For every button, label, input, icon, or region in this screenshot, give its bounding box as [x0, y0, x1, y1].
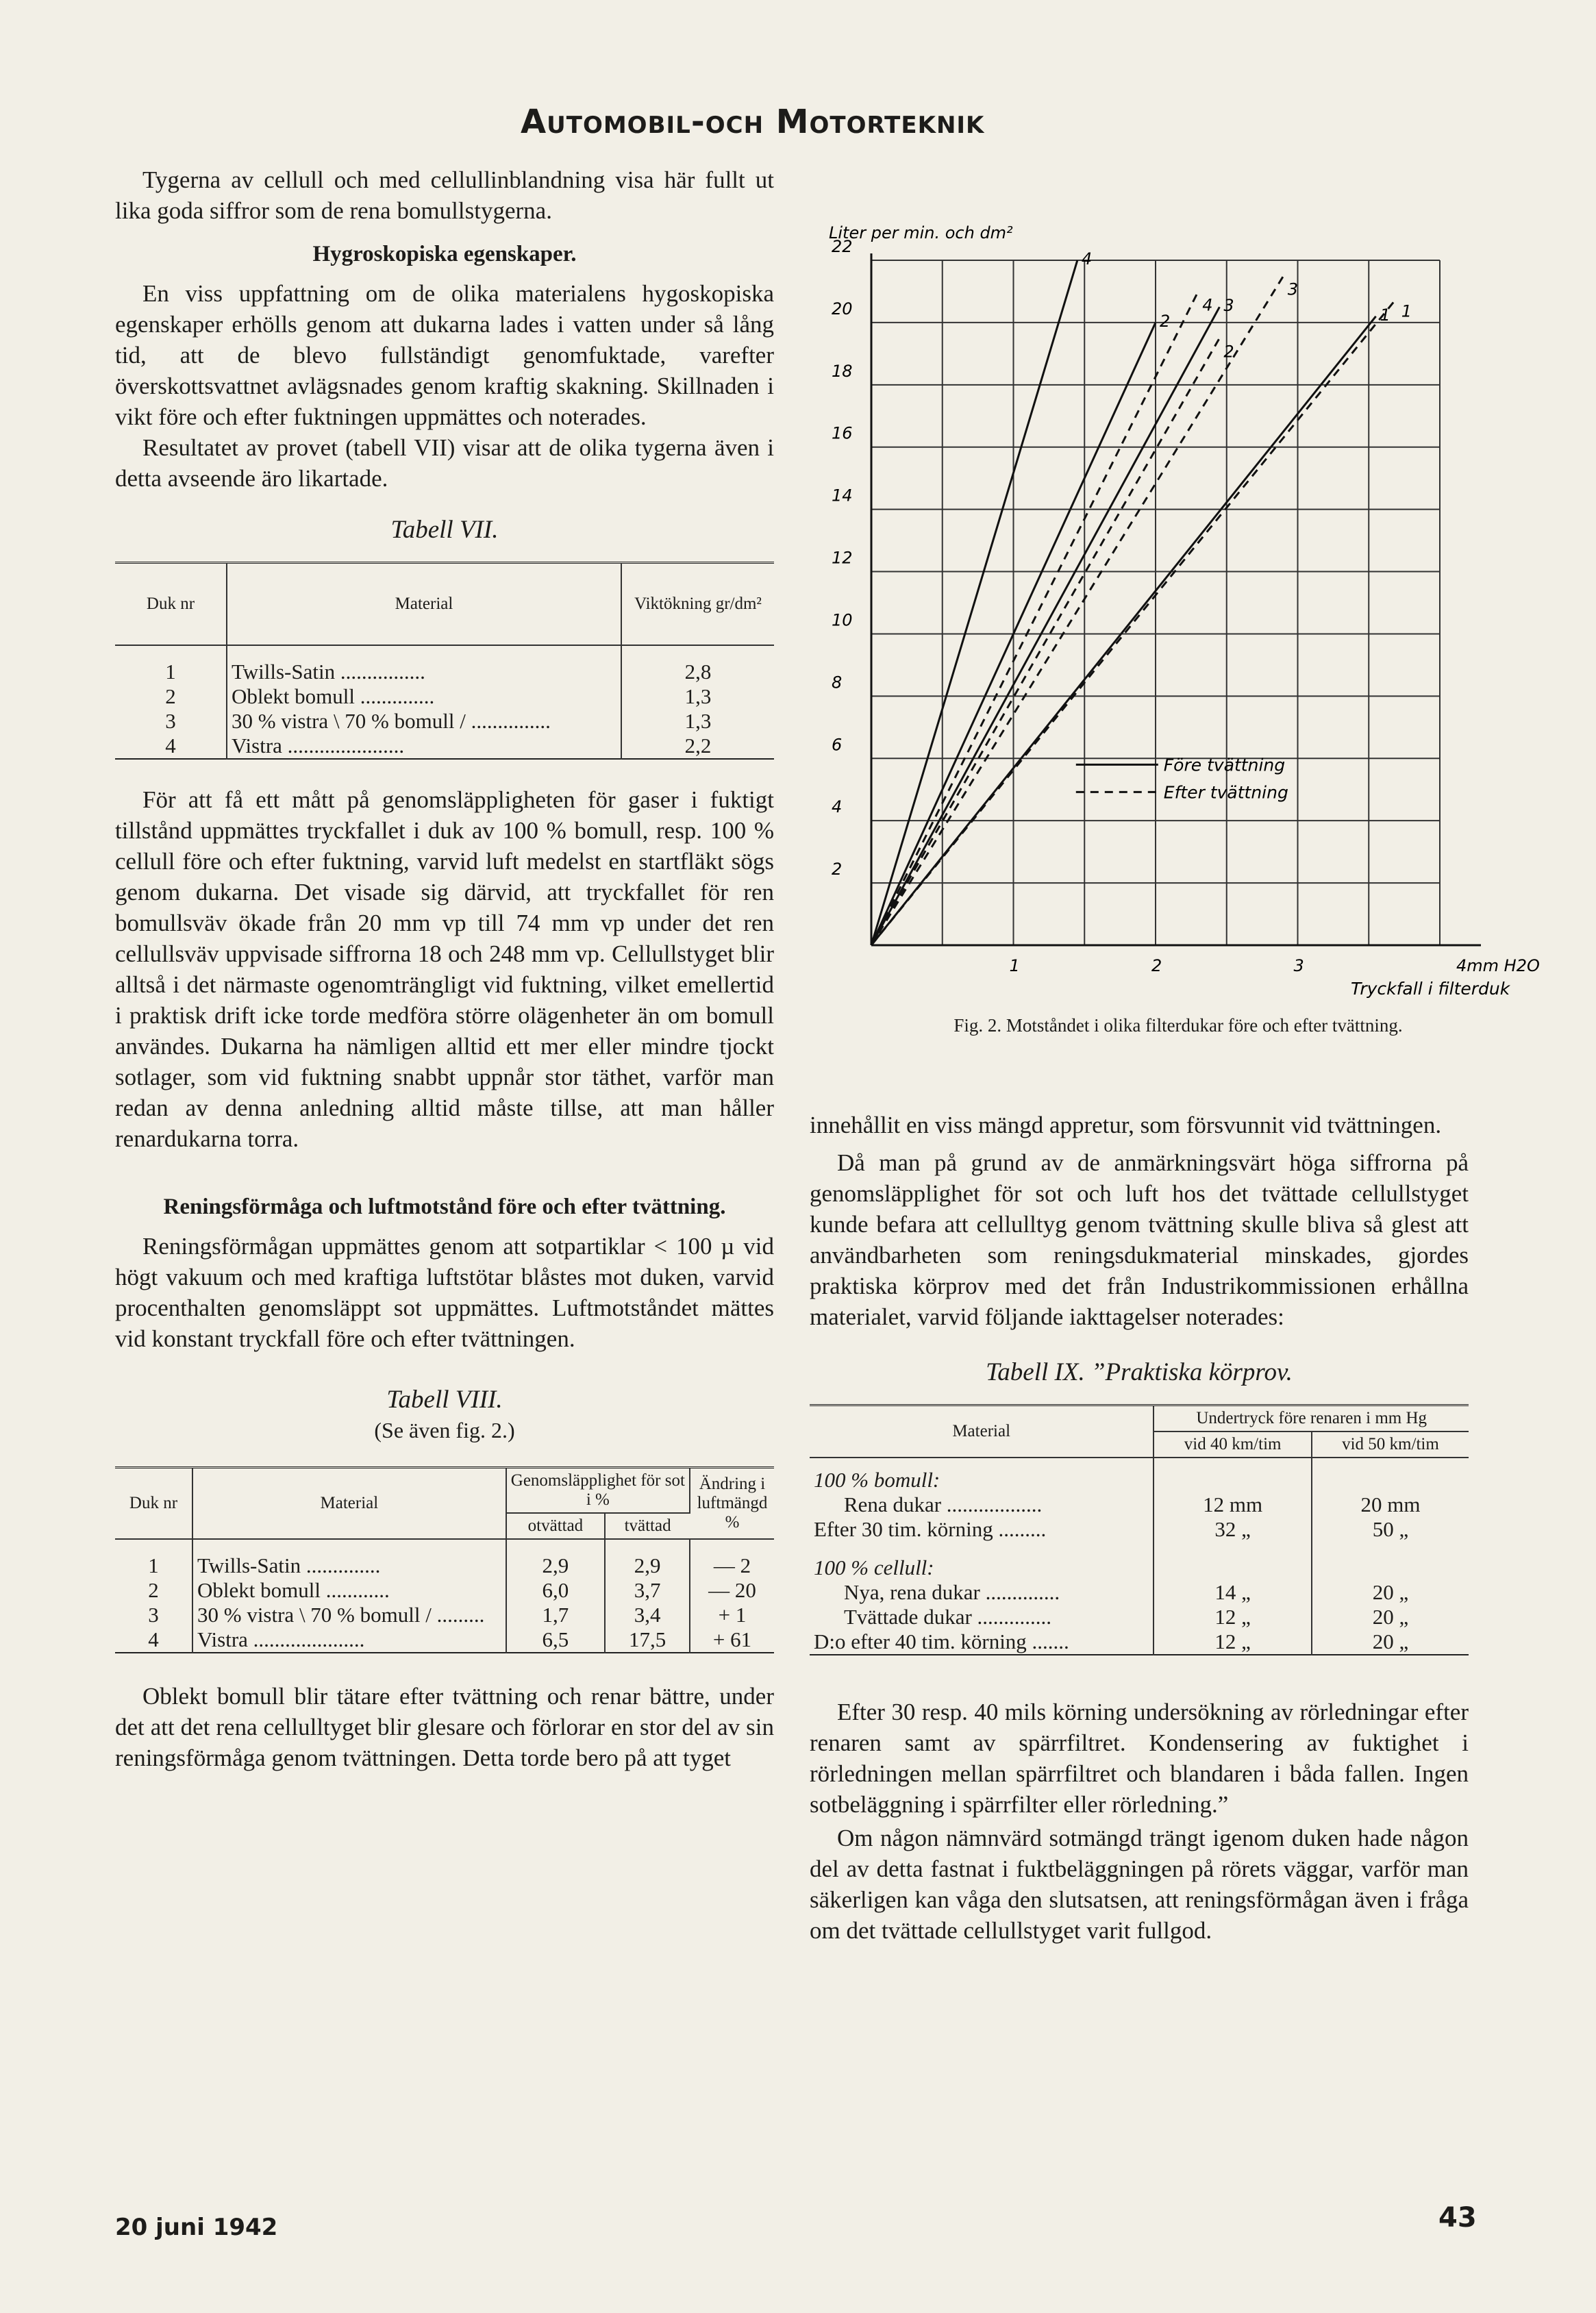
y-tick-label: 22 — [832, 237, 853, 256]
cell: 30 % vistra \ 70 % bomull / ............... — [227, 709, 621, 734]
cell: 6,0 — [506, 1578, 605, 1603]
table-7 — [115, 562, 774, 760]
y-tick-label: 12 — [832, 548, 853, 568]
cell: 3 — [115, 1603, 192, 1627]
cell: 17,5 — [605, 1627, 690, 1653]
cell: 20 „ — [1372, 1605, 1409, 1629]
cell: + 61 — [712, 1627, 752, 1651]
paragraph: Efter 30 resp. 40 mils körning undersökning av rörledningar efter renaren samt av spärrfiltret. Kondensering av fuktighet i rörledningen mellan spärrfiltret och blandaren i båda fallen. Ingen sotbeläggning i spärrfilter eller rörledning.” — [810, 1699, 1469, 1818]
table-row — [115, 684, 774, 709]
legend-label: Före tvättning — [1163, 755, 1286, 775]
legend-label: Efter tvättning — [1163, 782, 1288, 803]
col-header: Duk nr — [115, 1468, 192, 1540]
cell: — 20 — [708, 1578, 756, 1602]
table-row — [810, 1517, 1469, 1542]
series-line-2-dashed — [871, 338, 1219, 945]
cell: 1,3 — [684, 709, 712, 733]
cell: 12 „ — [1154, 1605, 1312, 1629]
series-label: 1 — [1401, 301, 1412, 321]
cell: 14 „ — [1154, 1580, 1312, 1605]
cell: 2,9 — [506, 1539, 605, 1578]
right-column — [810, 1110, 1469, 1953]
page-header: Automobil-och Motorteknik — [521, 103, 985, 141]
cell: 1 — [115, 645, 227, 684]
table-row — [115, 645, 774, 684]
y-tick-label: 4 — [832, 797, 843, 817]
y-tick-label: 18 — [832, 361, 853, 381]
x-tick-label: 1 — [1009, 956, 1020, 975]
cell: + 1 — [718, 1603, 747, 1627]
cell: 32 „ — [1154, 1517, 1312, 1542]
group-label: 100 % bomull: — [810, 1458, 1154, 1492]
cell: 2 — [115, 1578, 192, 1603]
cell: 6,5 — [506, 1627, 605, 1653]
y-tick-label: 16 — [832, 423, 853, 443]
cell: Twills-Satin .............. — [192, 1539, 506, 1578]
table-row — [115, 1627, 774, 1653]
series-label: 2 — [1223, 342, 1234, 362]
series-line-3-dashed — [871, 276, 1284, 945]
table-row — [810, 1492, 1469, 1517]
paragraph: Då man på grund av de anmärkningsvärt höga siffrorna på genomsläpplighet för sot och luft hos det tvättade cellullstyget kunde befara att cellulltyg genom tvättning skulle bliva så glest att användbarheten som reningsdukmaterial minskades, gjordes praktiska körprov med det från Industrikommissionen erhållna materialet, varvid följande iakttagelser noterades: — [810, 1149, 1469, 1330]
paragraph: Reningsförmågan uppmättes genom att sotpartiklar < 100 µ vid högt vakuum och med kraftiga luftstötar blåstes mot duken, varvid procenthalten genomsläppt sot uppmättes. Luftmotståndet mättes vid konstant tryckfall före och efter tvättningen. — [115, 1233, 774, 1352]
y-tick-label: 14 — [832, 486, 853, 505]
cell: 20 „ — [1372, 1580, 1409, 1604]
cell: Vistra ...................... — [227, 734, 621, 759]
cell: 3 — [115, 709, 227, 734]
cell: Rena dukar .................. — [810, 1492, 1154, 1517]
x-unit-label: 4mm H2O — [1456, 956, 1540, 975]
left-column — [115, 164, 774, 1780]
y-tick-label: 10 — [832, 610, 853, 630]
figure-2 — [808, 147, 1540, 1036]
table-row — [115, 734, 774, 759]
cell: 2,9 — [605, 1539, 690, 1578]
cell: 1,3 — [684, 684, 712, 708]
table-9 — [810, 1404, 1469, 1655]
cell: 4 — [115, 734, 227, 759]
table-row — [115, 1578, 774, 1603]
group-label: 100 % cellull: — [810, 1542, 1154, 1580]
paragraph: En viss uppfattning om de olika materialens hygoskopiska egenskaper erhölls genom att dukarna lades i vatten under så lång tid, att de blevo fullständigt genomfuktade, varefter överskottsvattnet avlägsnades genom kraftig skakning. Skillnaden i vikt före och efter fuktningen uppmättes och noterades. — [115, 280, 774, 430]
series-line-3-solid — [871, 307, 1219, 945]
cell: 50 „ — [1372, 1517, 1409, 1541]
col-header: vid 40 km/tim — [1154, 1431, 1312, 1458]
table-subcaption: (Se även fig. 2.) — [374, 1418, 515, 1442]
cell: 2,8 — [684, 660, 712, 684]
table-caption: Tabell VIII. — [386, 1386, 503, 1414]
paragraph: Tygerna av cellull och med cellullinblandning visa här fullt ut lika goda siffror som de rena bomullstygerna. — [115, 166, 774, 224]
col-header: vid 50 km/tim — [1312, 1431, 1469, 1458]
cell: Tvättade dukar .............. — [810, 1605, 1154, 1629]
table-row — [115, 1539, 774, 1578]
footer-date: 20 juni 1942 — [115, 2214, 278, 2241]
table-row — [115, 1603, 774, 1627]
cell: Efter 30 tim. körning ......... — [810, 1517, 1154, 1542]
cell: Oblekt bomull .............. — [227, 684, 621, 709]
col-header: Material — [227, 563, 621, 646]
cell: 20 mm — [1360, 1492, 1421, 1516]
y-tick-label: 8 — [832, 673, 843, 692]
cell: Nya, rena dukar .............. — [810, 1580, 1154, 1605]
table-row — [810, 1580, 1469, 1605]
table-row — [810, 1629, 1469, 1655]
cell: 20 „ — [1372, 1629, 1409, 1653]
paragraph: Oblekt bomull blir tätare efter tvättning och renar bättre, under det att det rena cellulltyget blir glesare och förlorar en stor del av sin reningsförmåga genom tvättningen. Detta torde bero på att tyget — [115, 1683, 774, 1771]
paragraph: Resultatet av provet (tabell VII) visar att de olika tygerna även i detta avseende äro likartade. — [115, 434, 774, 492]
cell: 1 — [115, 1539, 192, 1578]
chart-svg — [808, 147, 1540, 1036]
page-number: 43 — [1438, 2202, 1477, 2234]
cell: 3,4 — [605, 1603, 690, 1627]
cell: — 2 — [713, 1553, 751, 1577]
section-heading: Reningsförmåga och luftmotstånd före och efter tvättning. — [163, 1195, 726, 1219]
series-line-4-dashed — [871, 291, 1198, 945]
cell: 4 — [115, 1627, 192, 1653]
col-header: Undertryck före renaren i mm Hg — [1154, 1405, 1469, 1432]
table-8 — [115, 1466, 774, 1653]
series-line-4-solid — [871, 260, 1077, 945]
table-caption: Tabell VII. — [390, 516, 499, 544]
table-row — [810, 1605, 1469, 1629]
paragraph: För att få ett mått på genomsläppligheten för gaser i fuktigt tillstånd uppmättes tryckfallet i duk av 100 % bomull, resp. 100 % cellull före och efter fuktning, varvid luft medelst en startfläkt sögs genom dukarna. Det visade sig därvid, att tryckfallet för ren bomullsväv ökade från 20 mm vp till 74 mm vp under det ren cellullsväv uppvisade siffrorna 18 och 248 mm vp. Cellullstyget blir alltså i det närmaste ogenomträngligt vid fuktning, vilket emellertid i praktisk drift icke torde medföra större olägenheter än om bomull användes. Dukarna ha nämligen alltid ett mer eller mindre tjockt sotlager, som vid fuktning snabbt uppnår stor täthet, varför man redan av denna anledning alltid måste tillse, att man håller renardukarna torra. — [115, 786, 774, 1152]
cell: 12 mm — [1154, 1492, 1312, 1517]
col-header: otvättad — [506, 1513, 605, 1539]
col-header: tvättad — [605, 1513, 690, 1539]
cell: 3,7 — [605, 1578, 690, 1603]
cell: 30 % vistra \ 70 % bomull / ......... — [192, 1603, 506, 1627]
cell: Vistra ..................... — [192, 1627, 506, 1653]
cell: Twills-Satin ................ — [227, 645, 621, 684]
y-axis-label: Liter per min. och dm² — [829, 223, 1013, 242]
y-tick-label: 6 — [832, 735, 843, 755]
table-row — [115, 709, 774, 734]
col-header: Viktökning gr/dm² — [621, 563, 774, 646]
series-label: 3 — [1223, 296, 1234, 316]
cell: 1,7 — [506, 1603, 605, 1627]
col-header: Material — [810, 1405, 1154, 1458]
cell: 2,2 — [684, 734, 712, 758]
col-header: Duk nr — [115, 563, 227, 646]
y-tick-label: 2 — [832, 860, 843, 879]
cell: Oblekt bomull ............ — [192, 1578, 506, 1603]
section-heading: Hygroskopiska egenskaper. — [312, 242, 577, 266]
cell: D:o efter 40 tim. körning ....... — [810, 1629, 1154, 1655]
series-label: 4 — [1081, 249, 1093, 268]
series-label: 2 — [1160, 311, 1171, 331]
paragraph: innehållit en viss mängd appretur, som försvunnit vid tvättningen. — [810, 1112, 1442, 1138]
cell: 2 — [115, 684, 227, 709]
table-caption: Tabell IX. ”Praktiska körprov. — [986, 1358, 1293, 1386]
y-tick-label: 20 — [832, 299, 853, 318]
col-header: Ändring i luftmängd % — [690, 1468, 774, 1540]
figure-caption: Fig. 2. Motståndet i olika filterdukar före och efter tvättning. — [953, 1015, 1403, 1036]
x-tick-label: 3 — [1293, 956, 1304, 975]
x-tick-label: 2 — [1151, 956, 1162, 975]
cell: 12 „ — [1154, 1629, 1312, 1655]
series-label: 3 — [1287, 279, 1299, 299]
col-header: Genomsläpplighet för sot i % — [506, 1468, 690, 1514]
col-header: Material — [192, 1468, 506, 1540]
paragraph: Om någon nämnvärd sotmängd trängt igenom duken hade någon del av detta fastnat i fuktbeläggningen på rörets väggar, varför man säkerligen kan våga den slutsatsen, att reningsförmågan även i fråga om det tvättade cellullstyget varit fullgod. — [810, 1825, 1469, 1944]
x-axis-label: Tryckfall i filterduk — [1351, 979, 1510, 999]
series-label: 4 — [1202, 295, 1213, 315]
series-label: 1 — [1380, 305, 1391, 325]
